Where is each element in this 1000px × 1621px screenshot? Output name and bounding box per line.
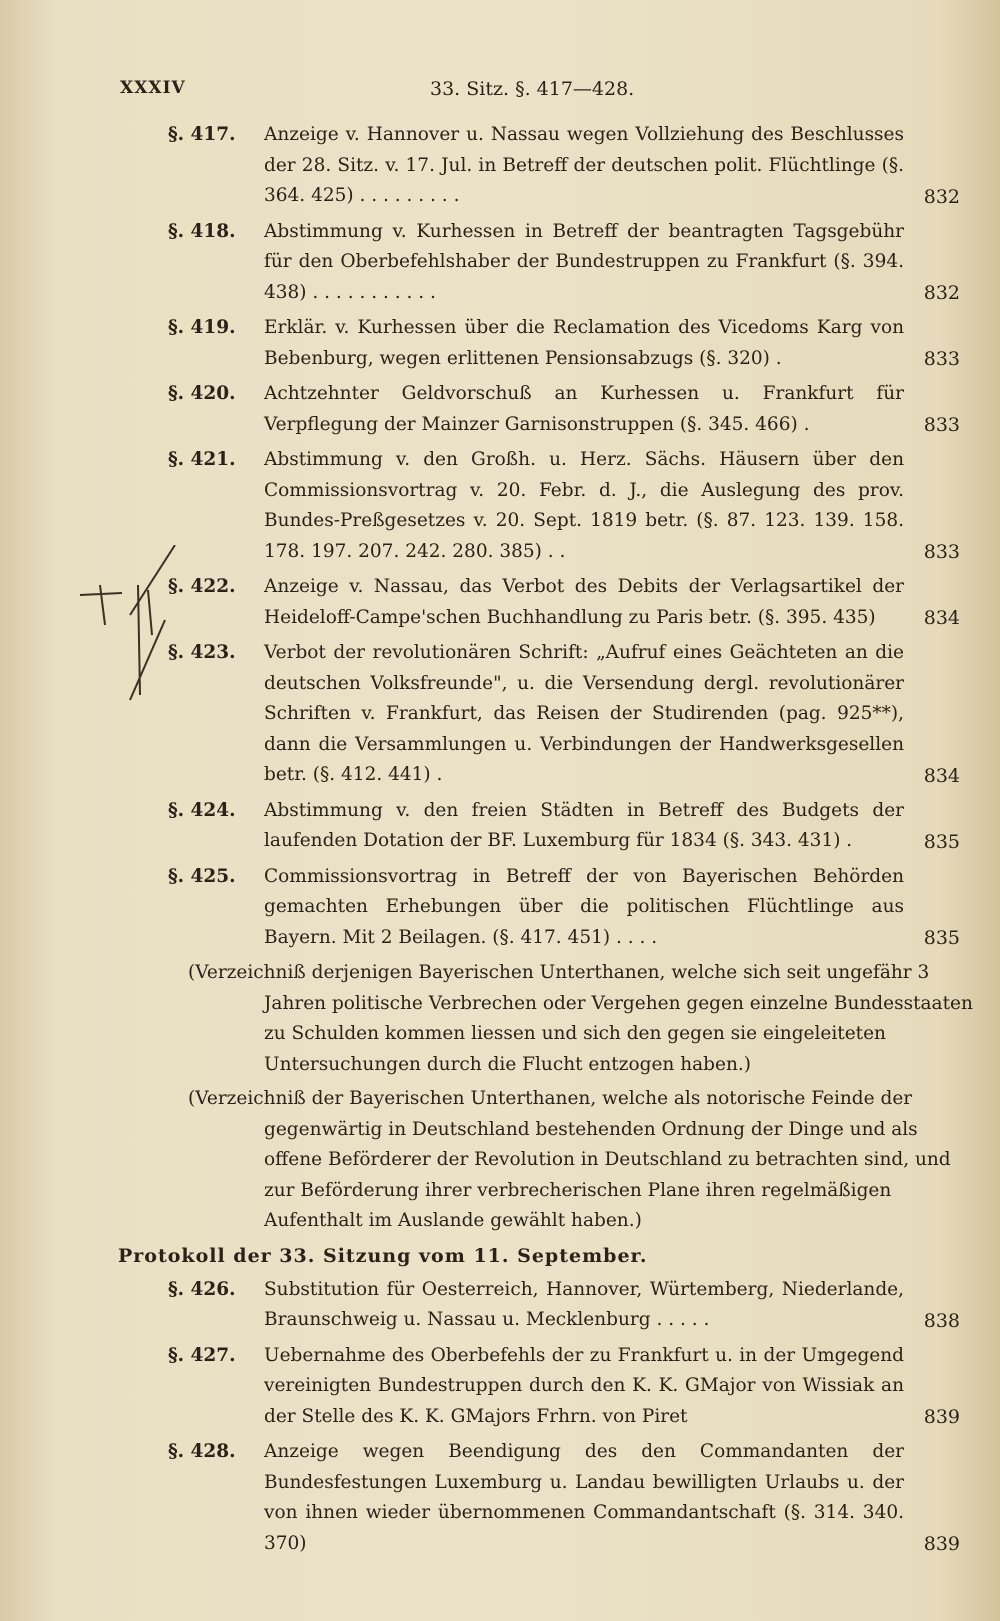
section-number: §. 426. (168, 1278, 236, 1300)
entry-text: Anzeige v. Nassau, das Verbot des Debits der Verlagsartikel der Heideloff-Campe'schen Buchhandlung zu Paris betr. (§. 395. 435) (264, 576, 904, 628)
entry-text: Verbot der revolutionären Schrift: „Aufruf eines Geächteten an die deutschen Volksfreunde", u. die Versendung dergl. revolutionärer Schriften v. Frankfurt, das Reisen der Studirenden (pag. 925**), dann die Versammlungen u. Verbindungen der Handwerksgesellen betr. (§. 412. 441) . (264, 642, 904, 785)
toc-entry-418 (0, 217, 1000, 309)
page-reference: 833 (923, 414, 960, 436)
page-reference: 838 (923, 1309, 960, 1332)
appendix-note-2: (Verzeichniß der Bayerischen Unterthanen, welche als notorische Feinde der gegenwärtig in Deutschland bestehenden Ordnung der Dinge und als offene Beförderer der Revolution in Deutschland zu betrachten sind, und zur Beförderung ihrer verbrecherischen Plane ihren regelmäßigen Aufenthalt im Auslande gewählt haben.) (188, 1088, 951, 1231)
entry-text: Abstimmung v. den freien Städten in Betreff des Budgets der laufenden Dotation der BF. Luxemburg für 1834 (§. 343. 431) . (264, 799, 904, 851)
page-reference: 839 (923, 1406, 960, 1428)
toc-entry-423 (0, 638, 1000, 791)
section-number: §. 417. (168, 124, 236, 145)
entry-text: Abstimmung v. Kurhessen in Betreff der beantragten Tagsgebühr für den Oberbefehlshaber der Bundestruppen zu Frankfurt (§. 394. 438) . . . . . . . . . . . (264, 220, 904, 303)
entry-text: Anzeige v. Hannover u. Nassau wegen Vollziehung des Beschlusses der 28. Sitz. v. 17. Jul. in Betreff der deutschen polit. Flüchtlinge (§. 364. 425) . . . . . . . . . (264, 124, 904, 206)
section-number: §. 422. (168, 576, 236, 597)
section-number: §. 427. (168, 1344, 236, 1366)
toc-entry-419 (0, 313, 1000, 374)
page-reference: 834 (923, 607, 960, 629)
section-number: §. 421. (168, 449, 236, 470)
page-reference: 833 (923, 541, 960, 563)
table-of-contents (0, 120, 1000, 1564)
running-title: 33. Sitz. §. 417—428. (430, 78, 635, 100)
entry-text: Abstimmung v. den Großh. u. Herz. Sächs. Häusern über den Commissionsvortrag v. 20. Febr. d. J., die Auslegung des prov. Bundes-Preßgesetzes v. 20. Sept. 1819 betr. (§. 87. 123. 139. 158. 178. 197. 207. 242. 280. 385) . . (264, 449, 904, 562)
page-header (0, 74, 1000, 108)
entry-text: Substitution für Oesterreich, Hannover, Würtemberg, Niederlande, Braunschweig u. Nassau u. Mecklenburg . . . . . (264, 1278, 904, 1330)
toc-entry-417 (0, 120, 1000, 212)
entry-text: Anzeige wegen Beendigung des den Commandanten der Bundesfestungen Luxemburg u. Landau bewilligten Urlaubs u. der von ihnen wieder übernommenen Commandantschaft (§. 314. 340. 370) (264, 1441, 904, 1554)
section-number: §. 428. (168, 1441, 236, 1462)
toc-entry-421 (0, 445, 1000, 567)
section-number: §. 425. (168, 865, 236, 887)
entry-text: Commissionsvortrag in Betreff der von Bayerischen Behörden gemachten Erhebungen über die politischen Flüchtlinge aus Bayern. Mit 2 Beilagen. (§. 417. 451) . . . . (264, 865, 904, 948)
toc-entry-420 (0, 379, 1000, 440)
entry-text: Achtzehnter Geldvorschuß an Kurhessen u. Frankfurt für Verpflegung der Mainzer Garnisonstruppen (§. 345. 466) . (264, 383, 904, 435)
page-reference: 832 (923, 185, 960, 208)
section-number: §. 423. (168, 642, 236, 663)
toc-entry-428 (0, 1437, 1000, 1559)
toc-entry-427 (0, 1341, 1000, 1433)
section-number: §. 419. (168, 317, 236, 338)
appendix-note-1: (Verzeichniß derjenigen Bayerischen Unterthanen, welche sich seit ungefähr 3 Jahren politische Verbrechen oder Vergehen gegen einzelne Bundesstaaten zu Schulden kommen liessen und sich den gegen sie eingeleiteten Untersuchungen durch die Flucht entzogen haben.) (188, 962, 973, 1075)
page-reference: 832 (923, 282, 960, 304)
toc-entry-422 (0, 572, 1000, 633)
page-reference: 833 (923, 348, 960, 370)
section-number: §. 424. (168, 799, 236, 821)
page-reference: 834 (923, 764, 960, 787)
page-reference: 835 (923, 927, 960, 949)
toc-entry-425 (0, 862, 1000, 954)
section-number: §. 420. (168, 383, 236, 404)
page-reference: 839 (923, 1533, 960, 1555)
page-number-roman: XXXIV (120, 78, 186, 98)
entry-text: Erklär. v. Kurhessen über die Reclamation des Vicedoms Karg von Bebenburg, wegen erlittenen Pensionsabzugs (§. 320) . (264, 317, 904, 369)
entry-text: Uebernahme des Oberbefehls der zu Frankfurt u. in der Umgegend vereinigten Bundestruppen durch den K. K. GMajor von Wissiak an der Stelle des K. K. GMajors Frhrn. von Piret (264, 1344, 904, 1427)
toc-entry-426 (0, 1275, 1000, 1336)
toc-entry-424 (0, 796, 1000, 857)
protocol-heading: Protokoll der 33. Sitzung vom 11. September. (118, 1244, 648, 1267)
page-reference: 835 (923, 830, 960, 853)
section-number: §. 418. (168, 220, 236, 242)
